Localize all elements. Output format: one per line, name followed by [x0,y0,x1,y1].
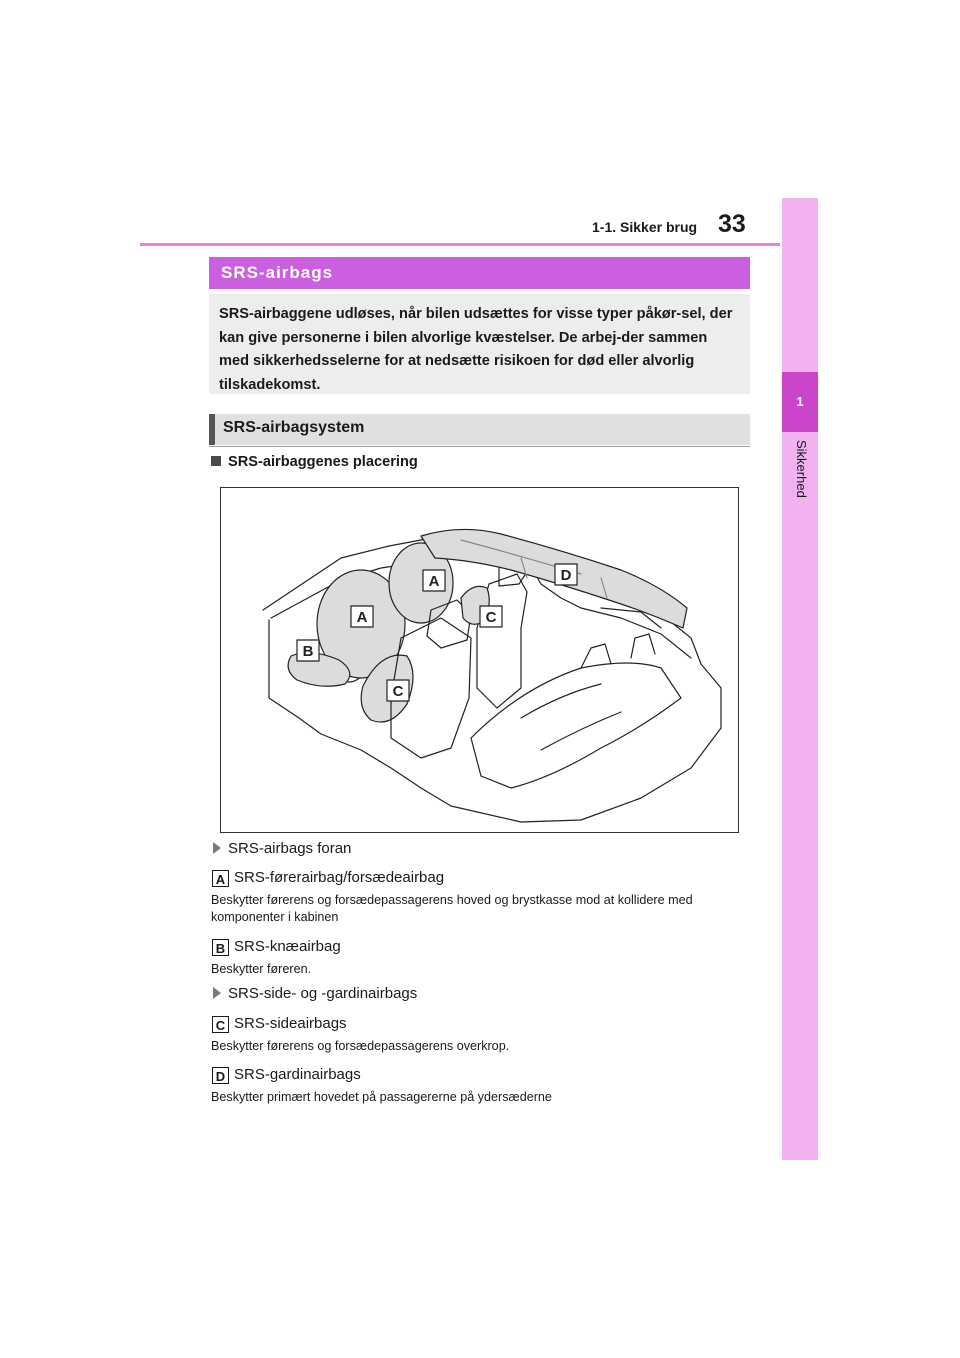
svg-text:C: C [392,683,404,700]
item-desc-b: Beskytter føreren. [211,962,312,976]
heading-square-icon [211,456,221,466]
placement-heading-text: SRS-airbaggenes placering [228,454,418,470]
figure-label-b [297,640,319,661]
svg-text:B: B [302,643,314,660]
subsection-rule [209,446,750,447]
item-label-d: D [212,1067,229,1084]
item-label-a: A [212,870,229,887]
item-title-text: SRS-førerairbag/forsædeairbag [234,869,445,886]
curtain-airbag [421,529,687,628]
item-desc-d: Beskytter primært hovedet på passagererne på ydersæderne [211,1090,552,1104]
triangle-bullet-icon [213,842,221,854]
svg-text:D: D [560,567,572,584]
page-number: 33 [718,210,746,238]
group-title-front-airbags [213,840,351,857]
header-rule [140,243,780,246]
item-label-b: B [212,939,229,956]
section-title: 1-1. Sikker brug [592,219,698,235]
figure-label-d [555,564,577,585]
item-title-d [212,1066,361,1084]
figure-label-a-passenger [423,570,445,591]
item-label-c: C [212,1016,229,1033]
svg-text:A: A [356,609,368,626]
item-title-text: SRS-sideairbags [234,1015,347,1032]
item-desc-c: Beskytter førerens og forsædepassagerens overkrop. [211,1039,510,1053]
item-title-a [212,869,444,887]
item-desc-a: Beskytter førerens og forsædepassagerens hoved og brystkasse mod at kollidere med komponenter i kabinen [211,893,693,924]
airbag-illustration [221,488,738,832]
floor-line [451,728,721,822]
item-title-b [212,938,341,956]
rear-seat [471,663,681,788]
subsection-title: SRS-airbagsystem [209,414,750,445]
item-title-c [212,1015,347,1033]
chapter-tab [782,198,818,1160]
svg-text:C: C [485,609,497,626]
item-title-text: SRS-knæairbag [234,938,341,955]
svg-text:A: A [428,573,440,590]
chapter-name: Sikkerhed [794,440,809,498]
item-title-text: SRS-gardinairbags [234,1066,361,1083]
group-title-side-curtain-airbags [213,985,417,1002]
page-title: SRS-airbags [209,257,750,289]
figure-label-c-passenger [480,606,502,627]
figure-label-c-driver [387,680,409,701]
group-title-text: SRS-airbags foran [228,840,352,857]
placement-heading [211,454,418,470]
group-title-text: SRS-side- og -gardinairbags [228,985,418,1002]
intro-text: SRS-airbaggene udløses, når bilen udsættes for visse typer påkør-sel, der kan give personerne i bilen alvorlige kvæstelser. De arbej-der sammen med sikkerhedsselerne for at nedsætte risikoen for død eller alvorlig tilskadekomst. [209,294,750,394]
airbag-figure [220,487,739,833]
chapter-number: 1 [796,394,804,409]
triangle-bullet-icon [213,987,221,999]
figure-label-a-driver [351,606,373,627]
